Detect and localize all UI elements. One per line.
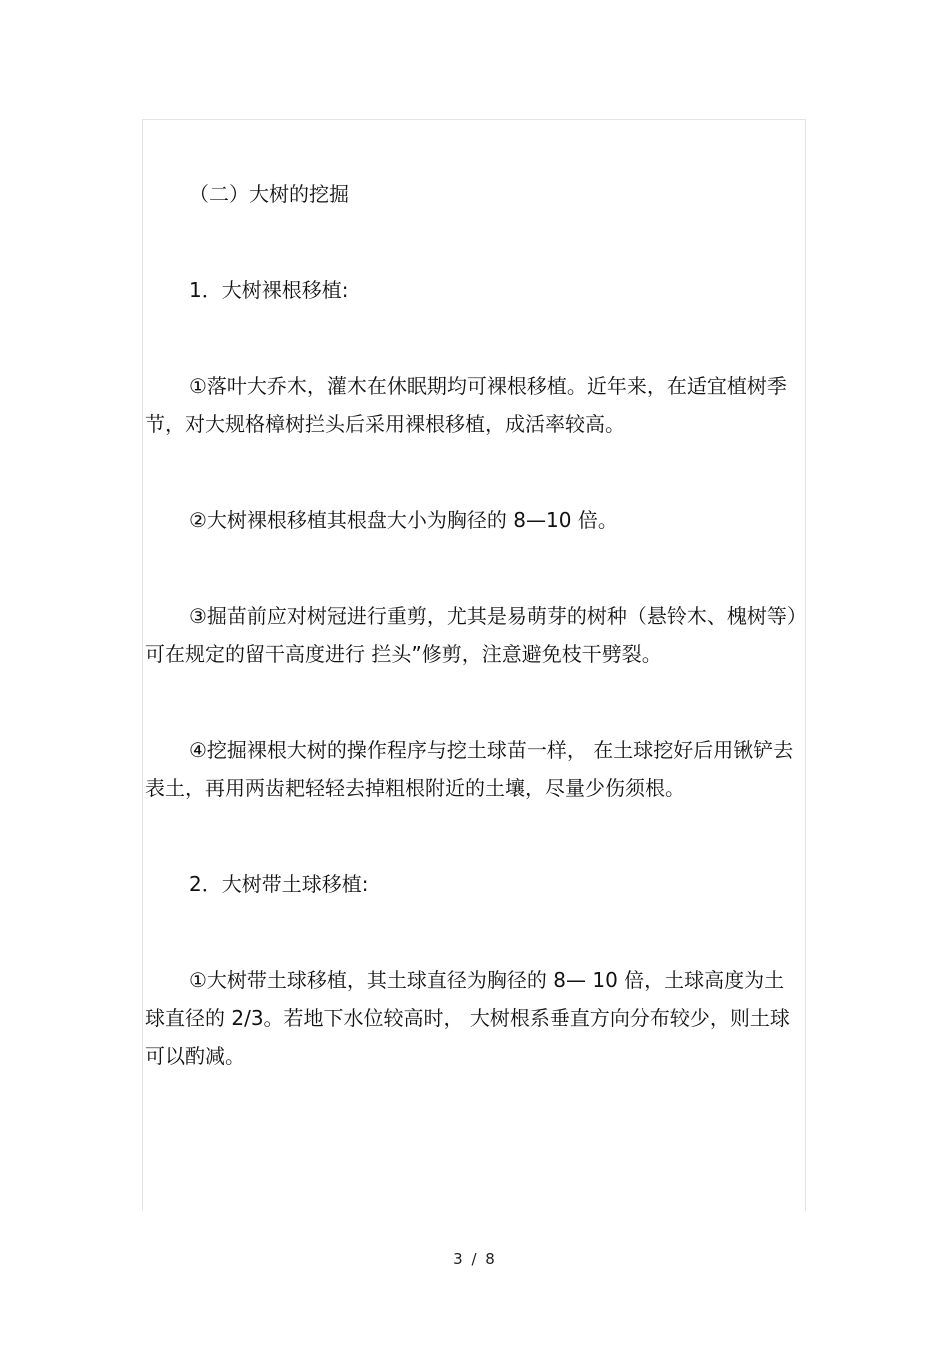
section1-item-3: ③掘苗前应对树冠进行重剪，尤其是易萌芽的树种（悬铃木、槐树等）可在规定的留干高度进行 拦头”修剪，注意避免枝干劈裂。: [145, 604, 797, 666]
section1-item-4: ④挖掘裸根大树的操作程序与挖土球苗一样， 在土球挖好后用锹铲去表土，再用两齿耙轻轻去掉粗根附近的土壤，尽量少伤须根。: [145, 738, 794, 800]
section-heading: （二）大树的挖掘: [189, 182, 349, 206]
section2-item-1: ①大树带土球移植，其土球直径为胸径的 8— 10 倍，土球高度为土球直径的 2/3。若地下水位较高时， 大树根系垂直方向分布较少，则土球可以酌减。: [145, 968, 790, 1068]
section1-title: 1．大树裸根移植:: [189, 278, 349, 302]
page-number: 3 / 8: [453, 1250, 497, 1268]
section1-item-1: ①落叶大乔木，灌木在休眠期均可裸根移植。近年来，在适宜植树季节，对大规格樟树拦头后采用裸根移植，成活率较高。: [145, 374, 787, 436]
document-body: [145, 175, 801, 1075]
section1-item-2: ②大树裸根移植其根盘大小为胸径的 8—10 倍。: [189, 508, 618, 532]
section2-title: 2．大树带土球移植:: [189, 872, 369, 896]
